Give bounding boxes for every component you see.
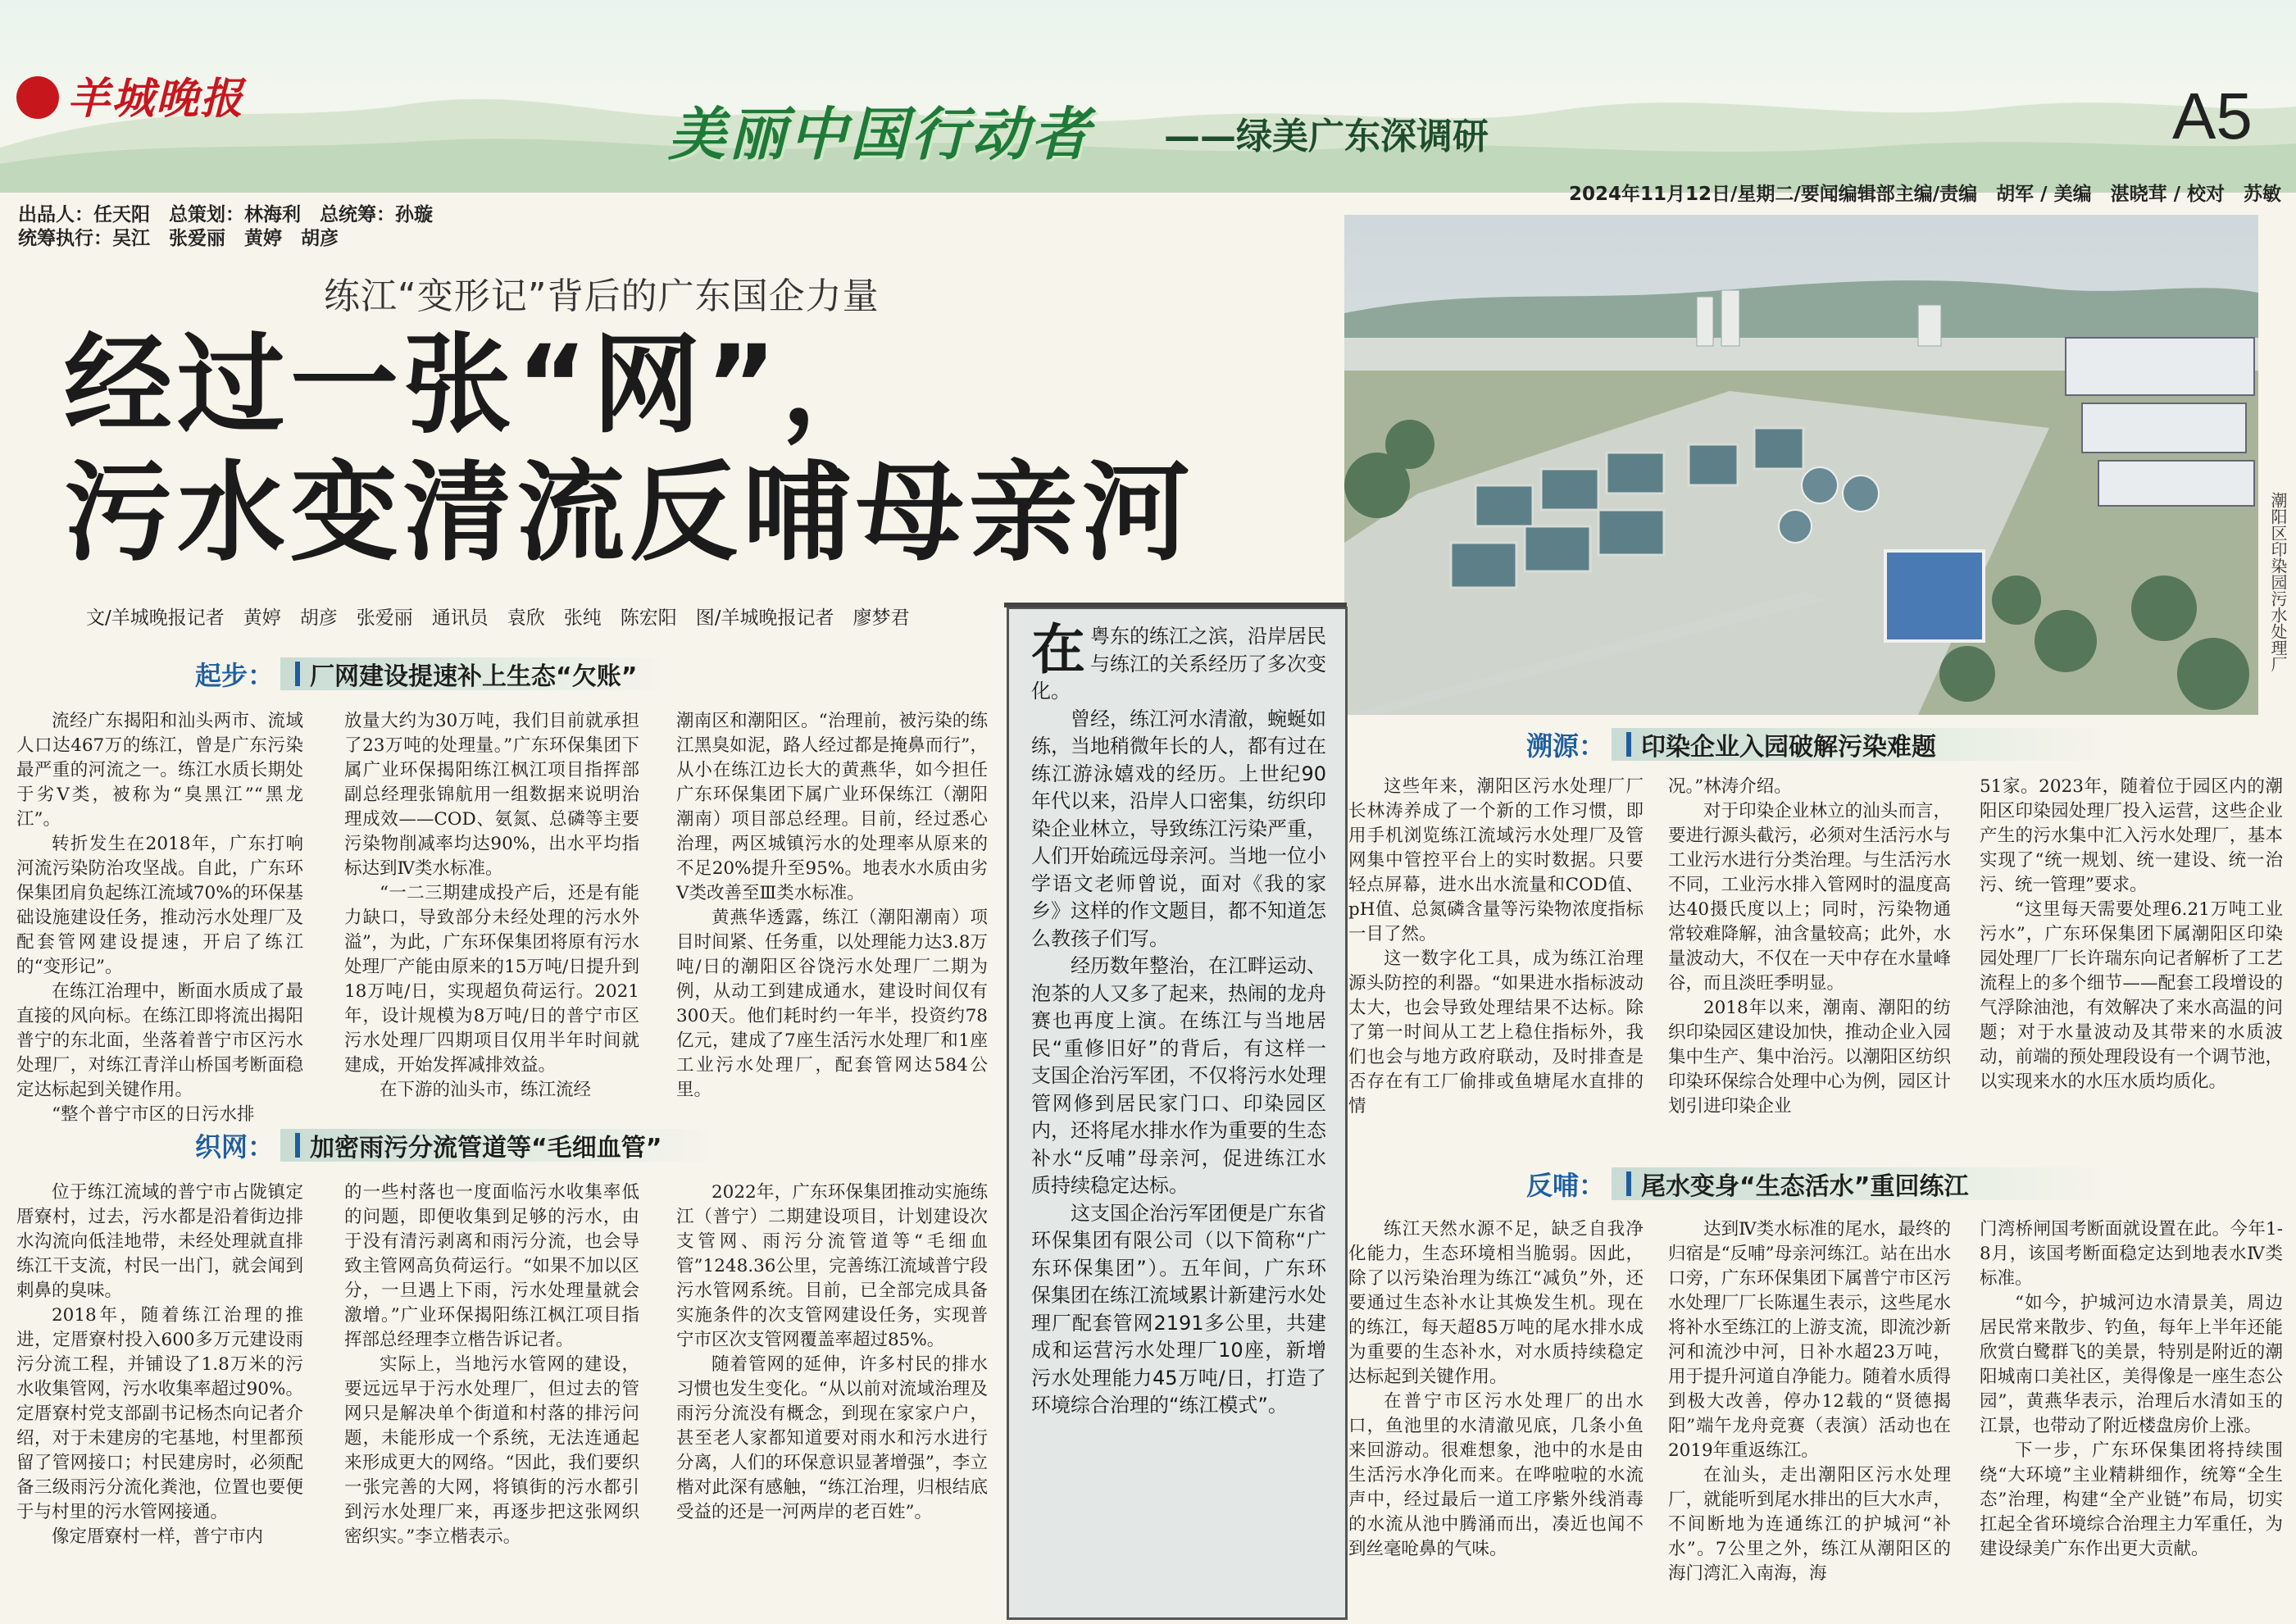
text-column [1668, 775, 1951, 1119]
text-column [1348, 1217, 1644, 1615]
lead-text [1031, 618, 1326, 1607]
credit-line: 出品人：任天阳 总策划：林海利 总统筹：孙璇 [18, 204, 433, 225]
section-label: 反哺： [1526, 1170, 1606, 1201]
wastewater-plant-aerial-photo [1344, 215, 2258, 715]
paragraph: 对于印染企业林立的汕头而言，要进行源头截污，必须对生活污水与工业污水进行分类治理。与生活污水不同，工业污水排入管网时的温度高达40摄氏度以上；同时，污染物通常较难降解，油含量较高；此外，水量波动大，不仅在一天中存在水量峰谷，而且淡旺季明显。 [1668, 801, 1951, 994]
section-header [1526, 1166, 2118, 1202]
paragraph: 51家。2023年，随着位于园区内的潮阳区印染园处理厂投入运营，这些企业产生的污水集中汇入污水处理厂，基本实现了“统一规划、统一建设、统一治污、统一管理”要求。 [1980, 776, 2283, 895]
text-column [676, 709, 988, 1111]
paragraph: 潮南区和潮阳区。“治理前，被污染的练江黑臭如泥，路人经过都是掩鼻而行”，从小在练江边长大的黄燕华，如今担任广东环保集团下属广业环保练江（潮阳潮南）项目部总经理。目前，经过悉心治理，两区城镇污水的处理率从原来的不足20%提升至95%。地表水水质由劣Ⅴ类改善至Ⅲ类水标准。 [676, 711, 988, 903]
text-column [16, 1180, 303, 1615]
text-column [16, 709, 303, 1125]
paragraph: “整个普宁市区的日污水排 [52, 1104, 255, 1125]
paragraph: 流经广东揭阳和汕头两市、流域人口达467万的练江，曾是广东污染最严重的河流之一。练江水质长期处于劣Ⅴ类，被称为“臭黑江”“黑龙江”。 [16, 711, 303, 830]
section-title: 印染企业入园破解污染难题 [1612, 728, 2118, 761]
section-title: 厂网建设提速补上生态“欠账” [280, 657, 672, 690]
headline-line: 经过一张“网”， [64, 322, 895, 448]
paragraph: 随着管网的延伸，许多村民的排水习惯也发生变化。“从以前对流域治理及雨污分流没有概念，到现在家家户户，甚至老人家都知道要对雨水和污水进行分离，人们的环保意识显著增强”，李立楷对此深有感触，“练江治理，归根结底受益的还是一河两岸的老百姓”。 [676, 1354, 988, 1522]
logo-emblem-icon [16, 76, 59, 119]
column-title: 美丽中国行动者 [668, 101, 1093, 168]
paragraph: 这一数字化工具，成为练江治理源头防控的利器。“如果进水指标波动太大，也会导致处理结果不达标。除了第一时间从工艺上稳住指标外，我们也会与地方政府联动，及时排查是否存在有工厂偷排或鱼塘尾水直排的情 [1348, 948, 1644, 1117]
logo-text: 羊城晚报 [67, 74, 245, 124]
paragraph: 这些年来，潮阳区污水处理厂厂长林涛养成了一个新的工作习惯，即用手机浏览练江流域污水处理厂及管网集中管控平台上的实时数据。只要轻点屏幕，进水出水流量和COD值、pH值、总氮磷含量等污染物浓度指标一目了然。 [1348, 776, 1644, 944]
paragraph: 在普宁市区污水处理厂的出水口，鱼池里的水清澈见底，几条小鱼来回游动。很难想象，池中的水是由生活污水净化而来。在哗啦啦的水流声中，经过最后一道工序紫外线消毒的水流从池中腾涌而出，凑近也闻不到丝毫呛鼻的气味。 [1348, 1391, 1644, 1559]
section-label: 起步： [195, 660, 275, 691]
section-header [195, 1127, 721, 1163]
paragraph: 门湾桥闸国考断面就设置在此。今年1-8月，该国考断面稳定达到地表水Ⅳ类标准。 [1980, 1219, 2283, 1289]
section-header [195, 656, 672, 692]
page-number: A5 [2172, 80, 2253, 152]
box-top-rule [1004, 603, 1347, 607]
paragraph: 在练江治理中，断面水质成了最直接的风向标。在练江即将流出揭阳普宁的东北面，坐落着普宁市区污水处理厂，对练江青洋山桥国考断面稳定达标起到关键作用。 [16, 981, 303, 1100]
section-title: 加密雨污分流管道等“毛细血管” [280, 1129, 721, 1162]
text-column [676, 1180, 988, 1615]
paragraph: 实际上，当地污水管网的建设，要远远早于污水处理厂，但过去的管网只是解决单个街道和村落的排污问题，未能形成一个系统，无法连通起来形成更大的网络。“因此，我们要织一张完善的大网，将镇街的污水都引到污水处理厂来，再逐步把这张网织密织实。”李立楷表示。 [344, 1354, 639, 1547]
paragraph: 2022年，广东环保集团推动实施练江（普宁）二期建设项目，计划建设次支管网、雨污分流管道等“毛细血管”1248.36公里，完善练江流域普宁段污水管网系统。目前，已全部完成具备实施条件的次支管网建设任务，实现普宁市区次支管网覆盖率超过85%。 [676, 1182, 988, 1350]
dateline: 2024年11月12日/星期二/要闻编辑部主编/责编 胡军 / 美编 湛晓茸 / 校对 苏敏 [1568, 184, 2281, 205]
paragraph: 2018年以来，潮南、潮阳的纺织印染园区建设加快，推动企业入园集中生产、集中治污。以潮阳区纺织印染环保综合处理中心为例，园区计划引进印染企业 [1668, 998, 1951, 1117]
paragraph: 下一步，广东环保集团将持续围绕“大环境”主业精耕细作，统筹“全生态”治理，构建“全产业链”布局，切实扛起全省环境综合治理主力军重任，为建设绿美广东作出更大贡献。 [1980, 1440, 2283, 1559]
paragraph: 达到Ⅳ类水标准的尾水，最终的归宿是“反哺”母亲河练江。站在出水口旁，广东环保集团下属普宁市区污水处理厂厂长陈暹生表示，这些尾水将补水至练江的上游支流，即流沙新河和流沙中河，日补水超23万吨，用于提升河道自净能力。随着水质得到极大改善，停办12载的“贤德揭阳”端午龙舟竞赛（表演）活动也在2019年重返练江。 [1668, 1219, 1952, 1461]
paragraph: 像定厝寮村一样，普宁市内 [52, 1526, 264, 1547]
paragraph: 黄燕华透露，练江（潮阳潮南）项目时间紧、任务重，以处理能力达3.8万吨/日的潮阳区谷饶污水处理厂二期为例，从动工到建成通水，建设时间仅有300天。他们耗时约一年半，投资约78亿元，建成了7座生活污水处理厂和1座工业污水处理厂，配套管网达584公里。 [676, 908, 988, 1100]
headline-line: 污水变清流反哺母亲河 [64, 450, 1195, 576]
paragraph: 放量大约为30万吨，我们目前就承担了23万吨的处理量。”广东环保集团下属广业环保揭阳练江枫江项目指挥部副总经理张锦航用一组数据来说明治理成效——COD、氨氮、总磷等主要污染物削减率均达90%，出水平均指标达到Ⅳ类水标准。 [344, 711, 639, 879]
section-label: 溯源： [1526, 730, 1606, 762]
text-column [344, 1180, 639, 1615]
paragraph: 曾经，练江河水清澈，蜿蜒如练，当地稍微年长的人，都有过在练江游泳嬉戏的经历。上世纪90年代以来，沿岸人口密集，纺织印染企业林立，导致练江污染严重，人们开始疏远母亲河。当地一位小学语文老师曾说，面对《我的家乡》这样的作文题目，都不知道怎么教孩子们写。 [1031, 707, 1326, 950]
paragraph: 转折发生在2018年，广东打响河流污染防治攻坚战。自此，广东环保集团肩负起练江流域70%的环保基础设施建设任务，推动污水处理厂及配套管网建设提速，开启了练江的“变形记”。 [16, 834, 303, 977]
paragraph: 位于练江流域的普宁市占陇镇定厝寮村，过去，污水都是沿着街边排水沟流向低洼地带，未经处理就直排练江干支流，村民一出门，就会闻到刺鼻的臭味。 [16, 1182, 303, 1301]
paragraph: 经历数年整治，在江畔运动、泡茶的人又多了起来，热闹的龙舟赛也再度上演。在练江与当地居民“重修旧好”的背后，有这样一支国企治污军团，不仅将污水处理管网修到居民家门口、印染园区内，还将尾水排水作为重要的生态补水“反哺”母亲河，促进练江水质持续稳定达标。 [1031, 954, 1326, 1197]
paragraph: 2018年，随着练江治理的推进，定厝寮村投入600多万元建设雨污分流工程，并铺设了1.8万米的污水收集管网，污水收集率超过90%。定厝寮村党支部副书记杨杰向记者介绍，对于未建房的宅基地，村里都预留了管网接口；村民建房时，必须配备三级雨污分流化粪池，位置也要便于与村里的污水管网接通。 [16, 1305, 303, 1522]
section-header [1526, 726, 2118, 762]
column-subtitle: ——绿美广东深调研 [1164, 107, 1489, 159]
mountain-landscape-illustration [0, 49, 2296, 193]
text-column [1668, 1217, 1951, 1615]
newspaper-logo [16, 64, 244, 125]
article-byline: 文/羊城晚报记者 黄婷 胡彦 张爱丽 通讯员 袁欣 张纯 陈宏阳 图/羊城晚报记者 廖梦君 [86, 607, 910, 629]
paragraph: “一二三期建成投产后，还是有能力缺口，导致部分未经处理的污水外溢”，为此，广东环保集团将原有污水处理厂产能由原来的15万吨/日提升到18万吨/日，实现超负荷运行。2021年，设计规模为8万吨/日的普宁市区污水处理厂四期项目仅用半年时间就建成，开始发挥减排效益。 [344, 883, 639, 1076]
credit-line: 统筹执行：吴江 张爱丽 黄婷 胡彦 [18, 228, 339, 249]
text-column [344, 709, 639, 1111]
text-column [1980, 1217, 2283, 1615]
paragraph: 况。”林涛介绍。 [1668, 776, 1792, 797]
paragraph: “如今，护城河边水清景美，周边居民常来散步、钓鱼，每年上半年还能欣赏白鹭群飞的美景，特别是附近的潮阳城南口美社区，美得像是一座生态公园”，黄燕华表示，治理后水清如玉的江景，也带动了附近楼盘房价上涨。 [1980, 1293, 2283, 1436]
paragraph: 练江天然水源不足，缺乏自我净化能力，生态环境相当脆弱。因此，除了以污染治理为练江“减负”外，还要通过生态补水让其焕发生机。现在的练江，每天超85万吨的尾水排水成为重要的生态补水，对水质持续稳定达标起到关键作用。 [1348, 1219, 1644, 1387]
paragraph: “这里每天需要处理6.21万吨工业污水”，广东环保集团下属潮阳区印染园处理厂厂长许瑞东向记者解析了工艺流程上的多个细节——配套工段增设的气浮除油池，有效解决了来水高温的问题；对于水量波动及其带来的水质波动，前端的预处理段设有一个调节池，以实现来水的水压水质均质化。 [1980, 899, 2283, 1092]
text-column [1348, 775, 1644, 1119]
paragraph: 在下游的汕头市，练江流经 [380, 1080, 592, 1100]
photo-caption: 潮阳区印染园污水处理厂 [2268, 492, 2288, 672]
article-kicker: 练江“变形记”背后的广东国企力量 [324, 275, 880, 317]
paragraph: 在汕头，走出潮阳区污水处理厂，就能听到尾水排出的巨大水声，不间断地为连通练江的护城河“补水”。7公里之外，练江从潮阳区的海门湾汇入南海，海 [1668, 1465, 1951, 1584]
text-column [1980, 775, 2283, 1119]
paragraph: 的一些村落也一度面临污水收集率低的问题，即便收集到足够的污水，由于没有清污剥离和雨污分流，也会导致主管网高负荷运行。“如果不加以区分，一旦遇上下雨，污水处理量就会激增。”广业环保揭阳练江枫江项目指挥部总经理李立楷告诉记者。 [344, 1182, 639, 1350]
paragraph: 这支国企治污军团便是广东省环保集团有限公司（以下简称“广东环保集团”）。五年间，广东环保集团在练江流域累计新建污水处理厂配套管网2191多公里，共建成和运营污水处理厂10座，新增污水处理能力45万吨/日，打造了环境综合治理的“练江模式”。 [1031, 1201, 1326, 1417]
paragraph: 粤东的练江之滨，沿岸居民与练江的关系经历了多次变化。 [1031, 625, 1326, 703]
section-label: 织网： [195, 1131, 275, 1162]
section-title: 尾水变身“生态活水”重回练江 [1612, 1167, 2118, 1200]
article-headline [64, 321, 1195, 577]
drop-cap: 在 [1031, 618, 1085, 681]
